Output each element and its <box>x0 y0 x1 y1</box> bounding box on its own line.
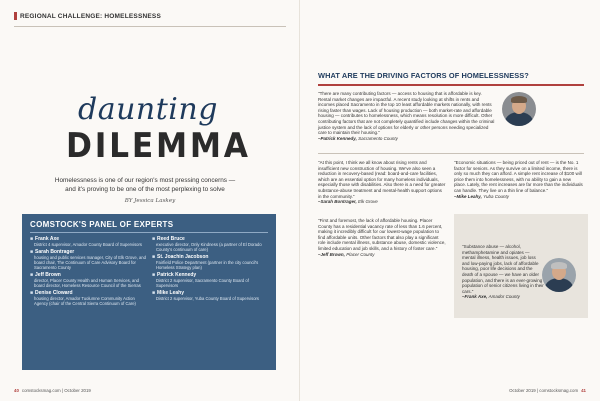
title-script: daunting <box>78 92 218 127</box>
footer-text: comstocksmag.com | October 2019 <box>21 388 91 393</box>
bullet-icon: ■ <box>152 236 156 242</box>
expert-entry <box>30 272 148 288</box>
expert-role: director, Placer County Health and Human Services, and board director, Homeless Resource Council of the Sierras <box>34 278 141 288</box>
quote-attribution: –Frank Axe, <box>462 294 488 300</box>
expert-role: housing director, Amador Tuolumne Community Action Agency (chair of the Central Sierra Continuum of Care) <box>34 296 136 306</box>
heading-divider <box>318 84 584 86</box>
expert-entry <box>152 254 270 270</box>
byline: BY Jessica Laskey <box>124 198 176 204</box>
expert-role: Fairfield Police Department (partner in the city council's Homeless Strategy plan) <box>156 260 259 270</box>
expert-role: District 4 supervisor, Amador County Board of Supervisors <box>34 242 142 247</box>
bullet-icon: ■ <box>30 249 34 255</box>
section-tag-label: REGIONAL CHALLENGE: HOMELESSNESS <box>20 12 161 20</box>
section-tag <box>14 12 161 20</box>
footer-right <box>509 388 586 393</box>
expert-role: District 2 supervisor, Yuba County Board of Supervisors <box>156 296 260 301</box>
panel-title: COMSTOCK'S PANEL OF EXPERTS <box>30 220 174 229</box>
expert-name: Jeff Brown <box>35 272 61 278</box>
quote-text: "Substance abuse — alcohol, methamphetamine and opiates — mental illness, health issues, job loss and low-paying jobs, lack of affordable housing, poor life decisions and the death of a spouse — we have an older population, and there is an ever-growing population of senior citizens living in their cars." <box>462 244 544 294</box>
quote-brown <box>318 218 446 257</box>
bullet-icon: ■ <box>30 272 34 278</box>
expert-entry <box>152 272 270 288</box>
expert-entry <box>152 236 270 252</box>
experts-panel <box>22 214 276 370</box>
experts-column-left <box>30 236 148 308</box>
experts-column-right <box>152 236 270 303</box>
quote-org: Amador County <box>488 294 520 300</box>
panel-divider <box>30 232 268 233</box>
bullet-icon: ■ <box>152 290 156 296</box>
quote-attribution: –Sarah Bontrager, <box>318 199 357 205</box>
quote-text: "There are many contributing factors — access to housing that is affordable is key. Rental market changes are impactful. A recent study looking at shifts in rents and incomes placed Sacramento in the top 10 least affordable markets nationally, with rents rising faster than wages. Lack of housing production — both market-rate and affordable housing — contributes to homelessness, which means resolution is more difficult. Other contributing factors that are not completely quantified include changes within the criminal justice system and the lack of options for elderly or other persons needing specialized care to maintain their housing." <box>318 91 495 136</box>
quote-leahy <box>454 160 584 199</box>
quotes-divider <box>318 153 584 154</box>
title-headline: DILEMMA <box>66 126 251 166</box>
section-tag-marker <box>14 12 17 20</box>
bullet-icon: ■ <box>30 236 34 242</box>
expert-role: housing and public services manager, City of Elk Grove, and board chair, The Continuum of Care Advisory Board for Sacramento County <box>34 255 146 270</box>
expert-entry <box>30 290 148 306</box>
quote-attribution: –Jeff Brown, <box>318 251 345 257</box>
footer-left <box>14 388 91 393</box>
footer-text: October 2019 | comstocksmag.com <box>509 388 579 393</box>
quote-org: Sacramento County <box>358 135 398 141</box>
expert-entry <box>30 249 148 270</box>
quote-kennedy <box>318 91 496 141</box>
quote-org: Placer County <box>346 251 375 257</box>
bullet-icon: ■ <box>152 272 156 278</box>
expert-name: Denise Cloward <box>35 290 73 296</box>
top-divider <box>14 26 286 27</box>
quote-org: Elk Grove <box>358 199 378 205</box>
page-number: 40 <box>14 388 19 393</box>
headshot-photo <box>502 92 536 126</box>
expert-name: Mike Leahy <box>157 290 184 296</box>
expert-role: executive director, Only Kindness (a partner of El Dorado County's continuum of care) <box>156 242 262 252</box>
expert-name: Patrick Kennedy <box>157 272 197 278</box>
right-page <box>300 0 600 401</box>
bullet-icon: ■ <box>152 254 156 260</box>
expert-name: St. Joachin Jacobson <box>157 254 209 260</box>
expert-entry <box>30 236 148 247</box>
expert-name: Reed Bruce <box>157 236 185 242</box>
quote-org: Yuba County <box>483 193 509 199</box>
quote-bontrager <box>318 160 446 205</box>
expert-entry <box>152 290 270 301</box>
quote-attribution: –Mike Leahy, <box>454 193 482 199</box>
quote-text: "At this point, I think we all know about rising rents and insufficient new construction of housing. We've also seen a reduction in recovery-based (read: board-and-care facilities, which are an essential option for many homeless individuals, especially those with disabilities. Also there is a need for greater substance-abuse treatment and mental-health support options in the community." <box>318 160 446 199</box>
bullet-icon: ■ <box>30 290 34 296</box>
quote-text: "First and foremost, the lack of affordable housing. Placer County has a residential vacancy rate of less than 1.6 percent, making it incredibly difficult for our lowest-wage population to find affordable units. Other factors that also play a significant role include mental illness, substance abuse, domestic violence, limited education and job skills, and a history of foster care." <box>318 218 446 251</box>
expert-name: Frank Axe <box>35 236 60 242</box>
expert-role: District 2 supervisor, Sacramento County Board of Supervisors <box>156 278 249 288</box>
quote-axe <box>462 244 544 300</box>
expert-name: Sarah Bontrager <box>35 249 75 255</box>
section-heading: WHAT ARE THE DRIVING FACTORS OF HOMELESSNESS? <box>318 71 529 80</box>
intro-deck: Homelessness is one of our region's most pressing concerns — and it's proving to be one of the most perplexing to solve <box>54 177 236 193</box>
headshot-photo <box>542 258 576 292</box>
page-number: 41 <box>581 388 586 393</box>
quote-text: "Economic situations — being priced out of rent — is the No. 1 factor for seniors. As they survive on a limited income, there is only so much they can afford. A simple rent increase of $100 will price them into homelessness, with no ability to gain a new place. Lately, the rent increases are far more than the individuals can handle. They live on a thin line of balance." <box>454 160 583 193</box>
quote-attribution: –Patrick Kennedy, <box>318 135 357 141</box>
